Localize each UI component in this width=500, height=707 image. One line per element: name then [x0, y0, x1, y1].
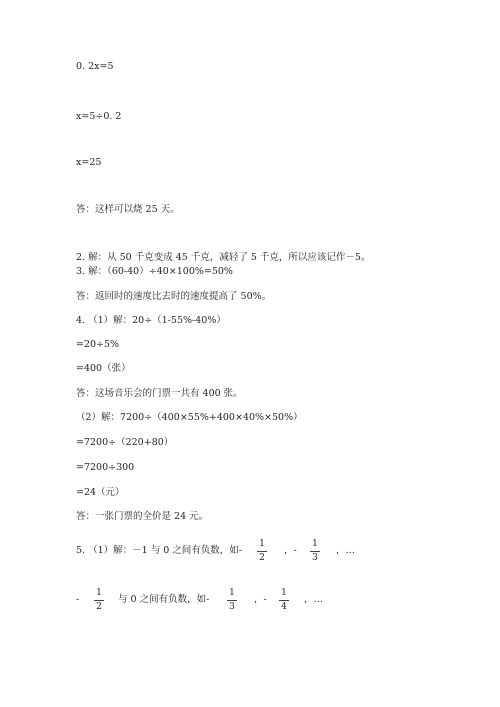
fraction-bar	[227, 600, 237, 601]
q5-row1-mid: ，-	[284, 545, 297, 556]
fraction-denominator: 4	[281, 602, 287, 612]
equation-line: =400（张）	[76, 363, 131, 374]
q5-row2-mid: ，-	[254, 594, 267, 605]
fraction-denominator: 3	[229, 602, 235, 612]
fraction	[257, 539, 267, 564]
fraction-bar	[279, 600, 289, 601]
q5-row1-prefix: 5. （1）解：－1 与 0 之间有负数，如-	[76, 545, 242, 556]
equation-line: x=5÷0. 2	[76, 111, 122, 122]
q5-row2-suffix: ，…	[304, 594, 324, 605]
fraction-numerator: 1	[96, 588, 102, 598]
answer-line: 答：这样可以烧 25 天。	[76, 204, 180, 215]
fraction-numerator: 1	[312, 539, 318, 549]
fraction-denominator: 2	[96, 602, 102, 612]
fraction-bar	[310, 551, 320, 552]
equation-line: =7200÷300	[76, 462, 135, 473]
equation-line: 0. 2x=5	[76, 61, 114, 72]
answer-line: 答：这场音乐会的门票一共有 400 张。	[76, 388, 243, 399]
answer-line: 答：返回时的速度比去时的速度提高了 50%。	[76, 291, 272, 302]
solution-line: （2）解：7200÷（400×55%+400×40%×50%）	[76, 412, 303, 423]
fraction-numerator: 1	[259, 539, 265, 549]
fraction-bar	[94, 600, 104, 601]
fraction	[279, 588, 289, 613]
fraction-numerator: 1	[281, 588, 287, 598]
equation-line: =7200÷（220+80）	[76, 437, 174, 448]
equation-line: =24（元）	[76, 487, 125, 498]
fraction-denominator: 3	[312, 553, 318, 563]
equation-line: x=25	[76, 157, 102, 168]
fraction	[94, 588, 104, 613]
q5-row2-text: 与 0 之间有负数，如-	[118, 594, 210, 605]
solution-line: 4. （1）解：20÷（1-55%-40%）	[76, 315, 226, 326]
fraction	[310, 539, 320, 564]
equation-line: =20÷5%	[76, 339, 120, 350]
fraction-numerator: 1	[229, 588, 235, 598]
answer-line: 答：一张门票的全价是 24 元。	[76, 511, 209, 522]
q5-row2-lead: -	[76, 594, 80, 605]
q5-row1-suffix: ，…	[336, 545, 356, 556]
solution-line: 2. 解：从 50 千克变成 45 千克，减轻了 5 千克，所以应该记作－5。	[76, 252, 371, 263]
fraction-denominator: 2	[259, 553, 265, 563]
fraction-bar	[257, 551, 267, 552]
solution-line: 3. 解：（60-40）÷40×100%=50%	[76, 266, 233, 277]
fraction	[227, 588, 237, 613]
